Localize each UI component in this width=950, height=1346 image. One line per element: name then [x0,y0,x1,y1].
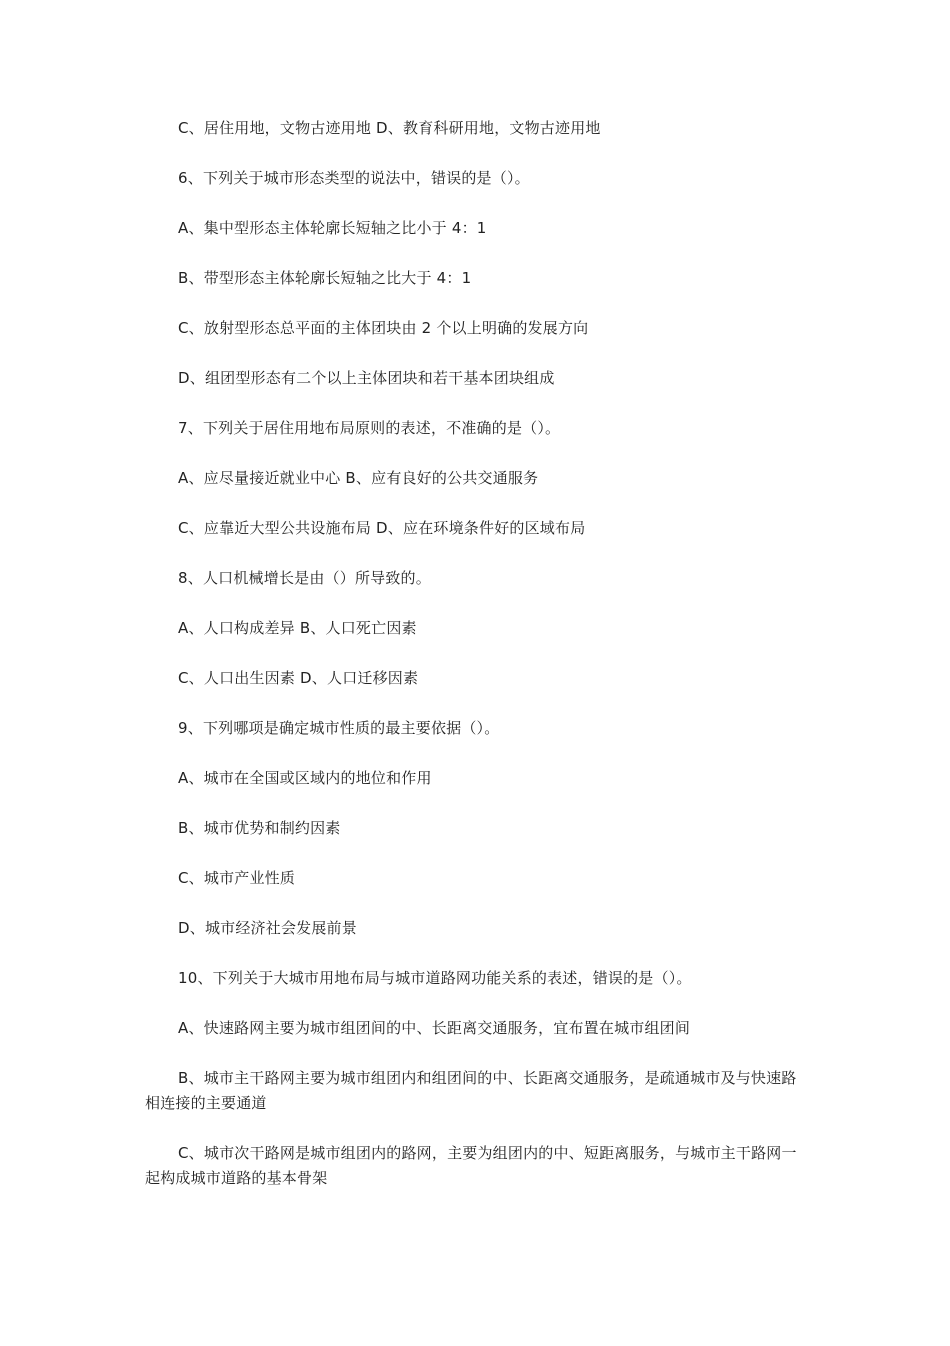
question-6: 6、下列关于城市形态类型的说法中，错误的是（）。 [178,169,530,187]
option-9b: B、城市优势和制约因素 [178,819,341,837]
option-6c: C、放射型形态总平面的主体团块由 2 个以上明确的发展方向 [178,319,589,337]
question-10: 10、下列关于大城市用地布局与城市道路网功能关系的表述，错误的是（）。 [178,969,692,987]
option-6d: D、组团型形态有二个以上主体团块和若干基本团块组成 [178,369,555,387]
option-6b: B、带型形态主体轮廓长短轴之比大于 4：1 [178,269,472,287]
option-7c-7d: C、应靠近大型公共设施布局 D、应在环境条件好的区域布局 [178,519,586,537]
option-10a: A、快速路网主要为城市组团间的中、长距离交通服务，宜布置在城市组团间 [178,1019,691,1037]
option-5c-5d: C、居住用地，文物古迹用地 D、教育科研用地，文物古迹用地 [178,119,601,137]
option-9d: D、城市经济社会发展前景 [178,919,357,937]
question-8: 8、人口机械增长是由（）所导致的。 [178,569,431,587]
option-7a-7b: A、应尽量接近就业中心 B、应有良好的公共交通服务 [178,469,539,487]
question-7: 7、下列关于居住用地布局原则的表述，不准确的是（）。 [178,419,561,437]
option-9a: A、城市在全国或区域内的地位和作用 [178,769,432,787]
option-8a-8b: A、人口构成差异 B、人口死亡因素 [178,619,417,637]
option-10c: C、城市次干路网是城市组团内的路网，主要为组团内的中、短距离服务，与城市主干路网一起构成城市道路的基本骨架 [145,1144,797,1187]
option-10b: B、城市主干路网主要为城市组团内和组团间的中、长距离交通服务，是疏通城市及与快速路相连接的主要通道 [145,1069,797,1112]
option-9c: C、城市产业性质 [178,869,296,887]
question-9: 9、下列哪项是确定城市性质的最主要依据（）。 [178,719,500,737]
option-8c-8d: C、人口出生因素 D、人口迁移因素 [178,669,419,687]
option-6a: A、集中型形态主体轮廓长短轴之比小于 4：1 [178,219,487,237]
